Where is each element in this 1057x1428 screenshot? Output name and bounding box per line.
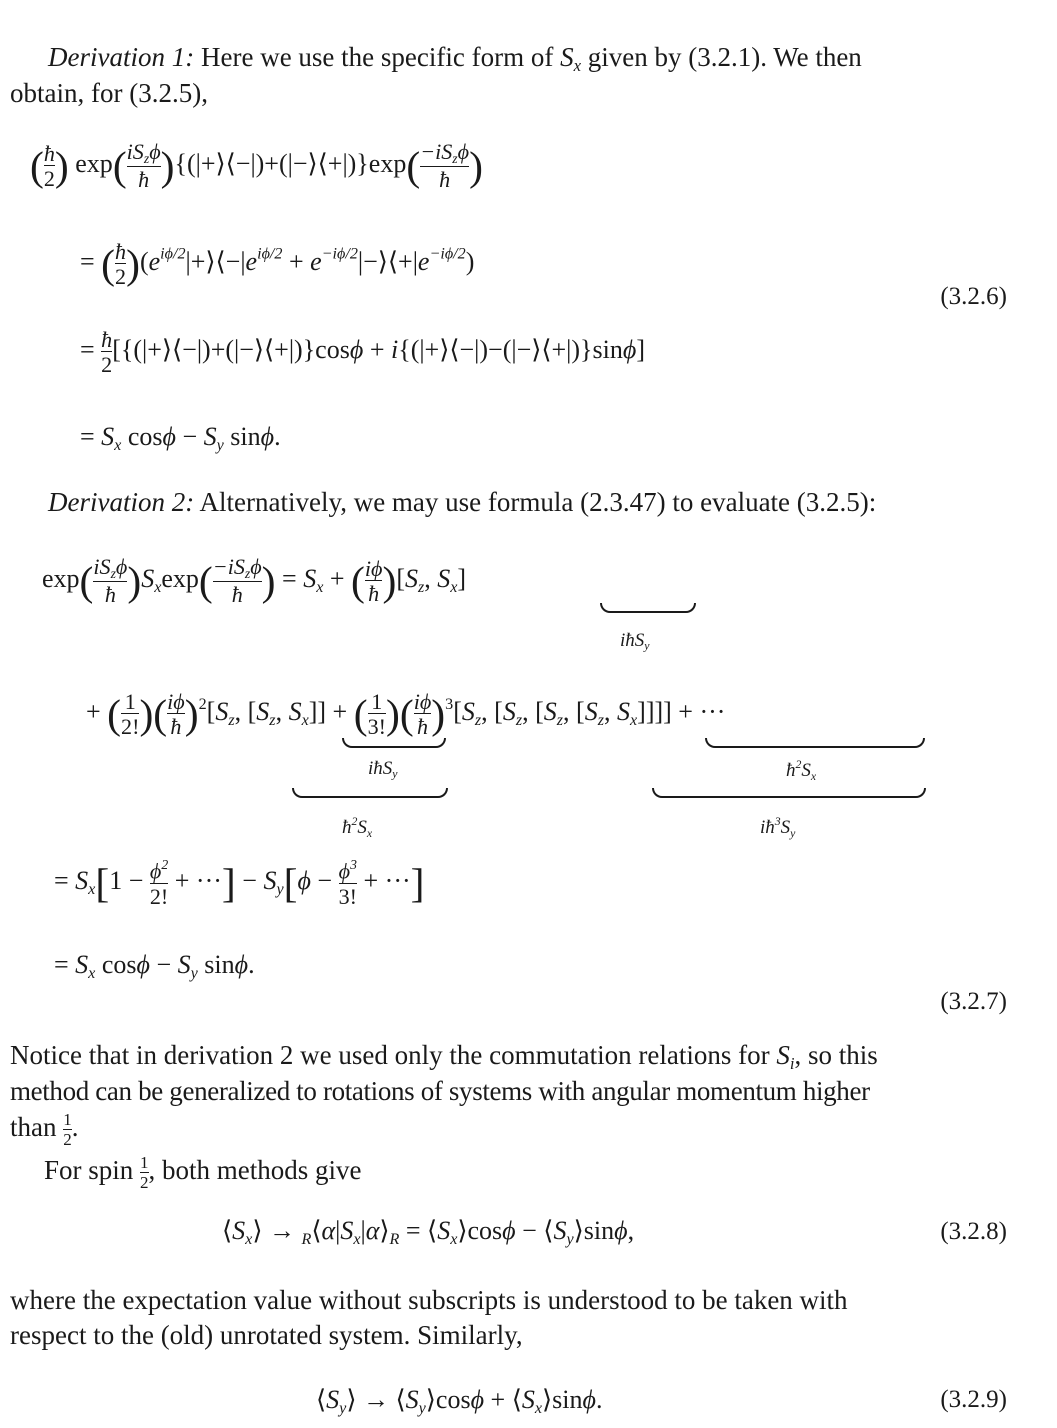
spin-line: For spin $\frac{1}{2}$ , both methods give <box>44 1152 362 1192</box>
derivation-1-intro: Derivation 1: Here we use the specific form of $S_x$ given by (3.2.1). We then <box>48 42 862 76</box>
underbrace-2-inner <box>342 738 446 748</box>
eq-3-2-6-line-2: = ( $\frac{ħ}{2}$ )($e^{i\phi/2}|+⟩⟨-|e^{i\phi/2}$ + $e^{-i\phi/2}|-⟩⟨+|e^{-i\phi/2}$) <box>80 239 475 290</box>
notice-line-3-text: than <box>10 1112 57 1142</box>
eq-number-3-2-8: (3.2.8) <box>940 1218 1007 1245</box>
derivation-2-label: Derivation 2: <box>48 487 195 517</box>
underbrace-3-outer <box>652 788 926 798</box>
eq-3-2-6-line-1: ( $\frac{ħ}{2}$ ) exp( $\frac{iS_z\phi}{ħ}$ ){(|+⟩⟨−|)+(|−⟩⟨+|)}exp( $\frac{-iS_z\phi}{ħ}$ ) <box>30 139 483 193</box>
eq-3-2-7-line-4: = $S_x$ $\cos\phi - S_y$ sinϕ. <box>54 950 255 982</box>
derivation-1-text-b: given by (3.2.1). We then <box>587 42 862 72</box>
spin-text-b: , both methods give <box>148 1155 362 1185</box>
underbrace-1-label: iħS$_y$ <box>620 630 650 653</box>
derivation-1-text-a: Here we use the specific form of <box>200 42 554 72</box>
eq-3-2-7-line-2: + ( $\frac{1}{2!}$ )( $\frac{i\phi}{ħ}$ )$^2[S_z$, [$S_z$, $S_x$]] + ( $\frac{1}{3!}$ )( $\frac{i\phi}{ħ}$ )$^3[S_z$, [$S_z$, [$S_z$, [$S_z$, $S_x$]]]] + ··· <box>86 689 726 740</box>
derivation-2-text: Alternatively, we may use formula (2.3.47) to evaluate (3.2.5): <box>199 487 877 517</box>
eq-3-2-7-line-1: exp( $\frac{iS_z\phi}{ħ}$ )$S_x\exp$( $\frac{-iS_z\phi}{ħ}$ ) = $S_x$ + ( $\frac{i\phi}{ħ}$ )[$S_z$, $S_x$] <box>42 554 467 608</box>
underbrace-2-outer <box>292 788 448 798</box>
underbrace-2-outer-label: $ħ^2S_x$ <box>342 815 373 840</box>
eq-number-3-2-7: (3.2.7) <box>940 988 1007 1015</box>
notice-line-3: than $\frac{1}{2}$ . <box>10 1109 79 1149</box>
eq-3-2-6-line-4: = $S_x$ $\cos\phi - S_y$ sinϕ. <box>80 422 281 454</box>
derivation-1-intro-cont: obtain, for (3.2.5), <box>10 78 208 108</box>
eq-number-3-2-6: (3.2.6) <box>940 283 1007 310</box>
derivation-2-intro <box>48 485 876 520</box>
where-line-1: where the expectation value without subscripts is understood to be taken with <box>10 1285 848 1315</box>
eq-3-2-8: $⟨S_x⟩$ → $_R⟨\alpha|S_x|\alpha⟩_R$ = $⟨S_x⟩\cos\phi$ − $⟨S_y⟩\sin\phi$, <box>222 1216 635 1248</box>
underbrace-3-inner <box>705 738 925 748</box>
underbrace-3-inner-label: $ħ^2S_x$ <box>786 758 817 783</box>
underbrace-1 <box>600 603 696 613</box>
where-line-2: respect to the (old) unrotated system. Similarly, <box>10 1320 523 1350</box>
notice-line-1-text: Notice that in derivation 2 we used only the commutation relations for <box>10 1040 770 1070</box>
derivation-1-label: Derivation 1: <box>48 42 195 72</box>
underbrace-2-inner-label: iħS$_y$ <box>368 758 398 781</box>
notice-line-2: method can be generalized to rotations of systems with angular momentum higher <box>10 1076 870 1106</box>
eq-3-2-9: $⟨S_y⟩$ → $⟨S_y⟩\cos\phi$ + $⟨S_x⟩\sin\phi$. <box>316 1385 603 1417</box>
notice-line-1-end: , so this <box>794 1040 878 1070</box>
notice-line-1: Notice that in derivation 2 we used only the commutation relations for $S_i$, so this <box>10 1040 878 1074</box>
eq-3-2-6-line-3: = $\frac{ħ}{2}$ [{(|+⟩⟨−|)+(|−⟩⟨+|)}cosϕ + i{(|+⟩⟨−|)−(|−⟩⟨+|)}sinϕ] <box>80 327 646 378</box>
underbrace-3-outer-label: $iħ^3S_y$ <box>760 815 796 840</box>
spin-text-a: For spin <box>44 1155 134 1185</box>
eq-3-2-7-line-3: = $S_x[1$ − $\frac{\phi^2}{2!}$ + ···] − $S_y[\phi$ − $\frac{\phi^3}{3!}$ + ···] <box>54 857 425 909</box>
eq-number-3-2-9: (3.2.9) <box>940 1386 1007 1413</box>
